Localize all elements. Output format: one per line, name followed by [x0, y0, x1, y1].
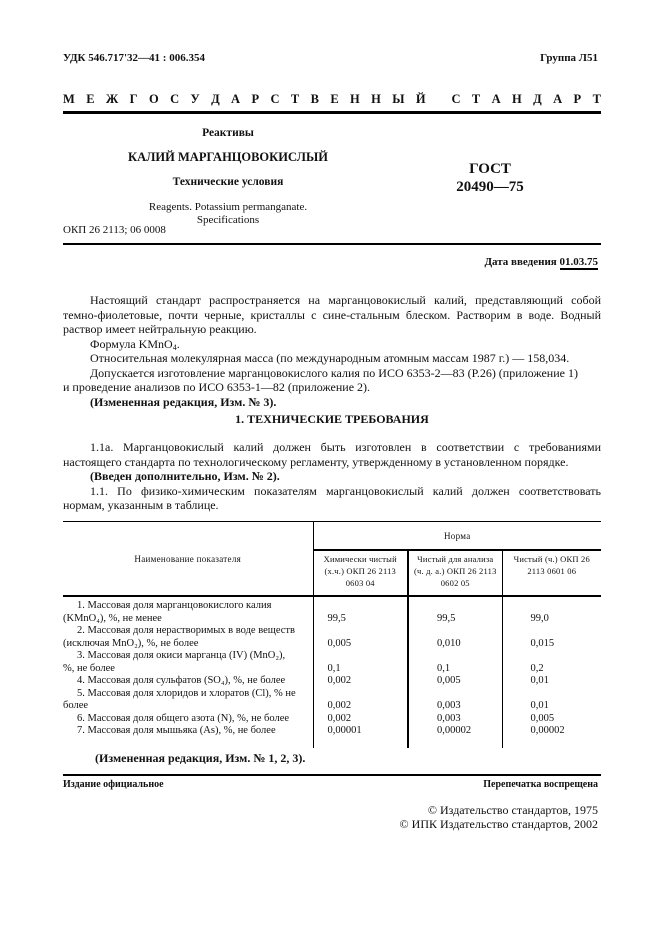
banner-letter: Н: [371, 92, 381, 106]
footer-divider: [63, 774, 601, 776]
table-spacer-row: [63, 738, 601, 748]
banner-letter: С: [270, 92, 280, 106]
formula-end: .: [176, 336, 180, 351]
row-value: 99,5: [313, 596, 408, 625]
spacer-cell: [63, 738, 313, 748]
spacer-cell: [502, 738, 601, 748]
column-header-pure: Чистый (ч.) ОКП 26 2113 0601 06: [502, 550, 601, 596]
row-label-line1: 6. Массовая доля общего азота (N), %, не более: [77, 712, 290, 724]
column-header-chda: Химически чистый (х.ч.) ОКП 26 2113 0603 04: [313, 550, 408, 596]
row-label-line1: 5. Массовая доля хлоридов и хлоратов (Cl), % не: [77, 687, 296, 699]
table-row: [63, 725, 601, 738]
column-header-name: Наименование показателя: [63, 522, 313, 597]
row-label-line2: (KMnO₄), %, не менее: [63, 612, 162, 624]
okp-code: ОКП 26 2113; 06 0008: [63, 224, 166, 236]
row-value: 0,002: [313, 713, 408, 726]
banner-letter: Н: [512, 92, 522, 106]
banner-letter: Е: [86, 92, 95, 106]
banner-letter: А: [231, 92, 241, 106]
banner-letter: Д: [533, 92, 542, 106]
english-title-line1: Reagents. Potassium permanganate.: [148, 201, 308, 213]
section-text: [63, 440, 601, 513]
title-divider: [63, 243, 601, 245]
row-value: 0,015: [502, 625, 601, 650]
official-edition-label: Издание официальное: [63, 779, 164, 790]
banner-letter: С: [170, 92, 180, 106]
row-value: 0,003: [408, 713, 502, 726]
banner-letter: Н: [350, 92, 360, 106]
interstate-standard-banner: [63, 92, 601, 107]
clause-1-1a: 1.1а. Марганцовокислый калий должен быть изготовлен в соответствии с требованиями настоящего стандарта по технологическому регламенту, утвержденному в установленном порядке.: [63, 440, 601, 469]
row-label-line2: (исключая MnO₂), %, не более: [63, 637, 199, 649]
table-row: [63, 596, 601, 625]
row-value: 99,0: [502, 596, 601, 625]
specifications-table: [63, 521, 601, 748]
row-label: [63, 625, 313, 650]
copyright-1975: © Издательство стандартов, 1975: [427, 803, 598, 817]
banner-letter: Й: [415, 92, 426, 106]
section-title: 1. ТЕХНИЧЕСКИЕ ТРЕБОВАНИЯ: [235, 412, 429, 426]
row-label: [63, 675, 313, 688]
row-value: 0,01: [502, 688, 601, 713]
gost-designation: [440, 160, 540, 196]
banner-letter: В: [310, 92, 319, 106]
iso-paragraph-line2: и проведение анализов по ИСО 6353-1—82 (приложение 2).: [63, 380, 371, 394]
banner-letter: А: [553, 92, 563, 106]
molar-mass-paragraph: Относительная молекулярная масса (по международным атомным массам 1987 г.) — 158,034.: [90, 351, 570, 365]
table-row: [63, 713, 601, 726]
banner-letter: У: [190, 92, 200, 106]
row-value: 99,5: [408, 596, 502, 625]
row-value: 0,002: [313, 675, 408, 688]
row-label: [63, 596, 313, 625]
banner-gap: [437, 92, 440, 107]
row-label-line1: 2. Массовая доля нерастворимых в воде веществ: [77, 625, 295, 636]
amendment-note: (Измененная редакция, Изм. № 3).: [90, 394, 277, 409]
gost-label: ГОСТ: [469, 161, 511, 177]
spacer-cell: [313, 738, 408, 748]
intro-paragraph: Настоящий стандарт распространяется на марганцовокислый калий, представляющий собой темно-фиолетовые, почти черные, кристаллы с сине-стальным блеском. Растворим в воде. Водный раствор имеет нейтральную реакцию.: [63, 293, 601, 336]
row-value: 0,00001: [313, 725, 408, 738]
formula-line: [63, 337, 601, 352]
product-name: КАЛИЙ МАРГАНЦОВОКИСЛЫЙ: [128, 150, 328, 164]
group-code: Группа Л51: [540, 52, 598, 64]
row-label-line1: 4. Массовая доля сульфатов (SO₄), %, не более: [77, 675, 286, 686]
table-row: [63, 675, 601, 688]
copyright-2002: © ИПК Издательство стандартов, 2002: [399, 817, 598, 831]
banner-letter: Е: [330, 92, 339, 106]
iso-paragraph-line1: Допускается изготовление марганцовокислого калия по ИСО 6353-2—83 (Р.26) (приложение 1): [90, 365, 578, 380]
formula-subscript: 4: [172, 342, 177, 352]
banner-letter: Р: [251, 92, 260, 106]
banner-letter: О: [148, 92, 159, 106]
udk-code: УДК 546.717'32—41 : 006.354: [63, 52, 205, 64]
intro-date-label: Дата введения: [484, 256, 557, 268]
copyright-block: [400, 803, 598, 831]
banner-letter: А: [491, 92, 501, 106]
row-value: 0,00002: [502, 725, 601, 738]
spacer-cell: [408, 738, 502, 748]
row-label: [63, 650, 313, 675]
subtitle: Технические условия: [172, 176, 284, 188]
row-label: [63, 688, 313, 713]
row-label-line2: более: [63, 700, 89, 711]
banner-letter: Т: [290, 92, 300, 106]
intro-date-value: 01.03.75: [559, 256, 598, 268]
row-value: 0,010: [408, 625, 502, 650]
category-label: Реактивы: [202, 127, 254, 139]
row-value: 0,005: [313, 625, 408, 650]
header-divider: [63, 111, 601, 114]
clause-1-1a-amendment: (Введен дополнительно, Изм. № 2).: [90, 469, 280, 483]
row-label-line2: %, не более: [63, 662, 115, 674]
row-value: 0,005: [408, 675, 502, 688]
table-row: [63, 688, 601, 713]
formula-text: Формула KMnO: [90, 336, 173, 351]
row-label-line1: 3. Массовая доля окиси марганца (IV) (MnO₂),: [77, 650, 286, 661]
column-header-norma: Норма: [313, 522, 601, 551]
row-value: 0,003: [408, 688, 502, 713]
row-label: [63, 713, 313, 726]
reprint-prohibited-label: Перепечатка воспрещена: [483, 779, 598, 790]
row-value: 0,1: [313, 650, 408, 675]
intro-date: [484, 256, 598, 268]
banner-letter: М: [63, 92, 75, 106]
row-label-line1: 7. Массовая доля мышьяка (As), %, не более: [77, 725, 276, 736]
row-label-line1: 1. Массовая доля марганцовокислого калия: [77, 600, 272, 611]
banner-letter: Ж: [105, 92, 119, 106]
banner-letter: Г: [129, 92, 138, 106]
row-value: 0,1: [408, 650, 502, 675]
clause-1-1: 1.1. По физико-химическим показателям марганцовокислый калий должен соответствовать нормам, указанным в таблице.: [63, 483, 601, 512]
banner-letter: С: [451, 92, 461, 106]
banner-letter: Ы: [392, 92, 405, 106]
row-value: 0,005: [502, 713, 601, 726]
intro-text: [63, 293, 601, 409]
table-amendment-note: (Измененная редакция, Изм. № 1, 2, 3).: [95, 751, 306, 765]
gost-number: 20490—75: [456, 179, 524, 195]
banner-letter: Т: [592, 92, 601, 106]
row-value: 0,00002: [408, 725, 502, 738]
table-row: [63, 650, 601, 675]
row-label: [63, 725, 313, 738]
row-value: 0,01: [502, 675, 601, 688]
row-value: 0,002: [313, 688, 408, 713]
table-row: [63, 625, 601, 650]
english-title-line2: Specifications: [196, 214, 260, 226]
banner-letter: Р: [573, 92, 582, 106]
row-value: 0,2: [502, 650, 601, 675]
banner-letter: Т: [471, 92, 481, 106]
column-header-chda-analysis: Чистый для анализа (ч. д. а.) ОКП 26 2113 0602 05: [408, 550, 502, 596]
banner-letter: Д: [211, 92, 220, 106]
